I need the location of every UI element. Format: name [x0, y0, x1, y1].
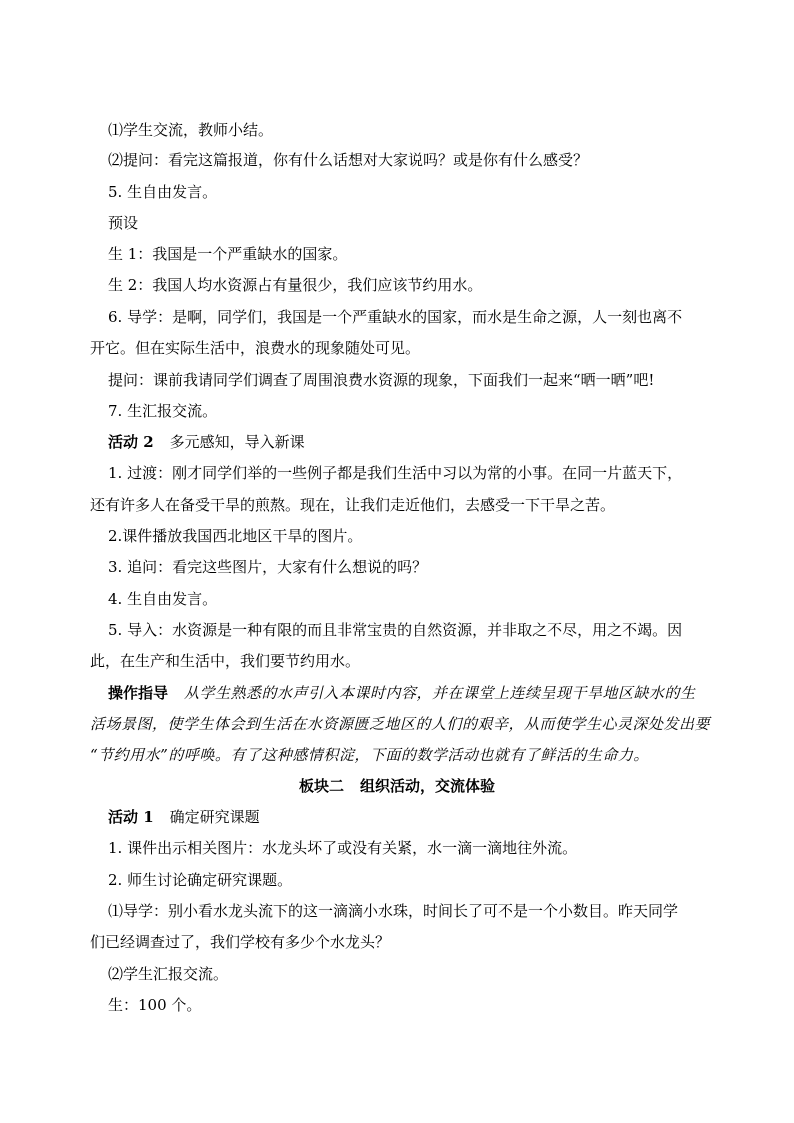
- text-line: 2.课件播放我国西北地区干旱的图片。: [108, 527, 363, 545]
- text-line: ⑵提问：看完这篇报道，你有什么话想对大家说吗？或是你有什么感受？: [108, 151, 589, 169]
- text-line: 5. 导入：水资源是一种有限的而且非常宝贵的自然资源，并非取之不尽，用之不竭。因: [108, 621, 683, 639]
- activity-title: 确定研究课题: [169, 808, 260, 826]
- guidance-line: 活场景图，使学生体会到生活在水资源匮乏地区的人们的艰辛，从而使学生心灵深处发出要: [90, 715, 711, 733]
- text-line: 还有许多人在备受干旱的煎熬。现在，让我们走近他们，去感受一下干旱之苦。: [90, 496, 616, 514]
- text-line: ⑴导学：别小看水龙头流下的这一滴滴小水珠，时间长了可不是一个小数目。昨天同学: [108, 902, 679, 920]
- text-line: 生 2：我国人均水资源占有量很少，我们应该节约用水。: [108, 276, 483, 294]
- activity-label: 活动 1: [108, 808, 154, 826]
- text-line: 5. 生自由发言。: [108, 183, 218, 201]
- text-line: 此，在生产和生活中，我们要节约用水。: [90, 652, 361, 670]
- section-title: 组织活动，交流体验: [360, 777, 496, 795]
- activity-heading: [108, 432, 305, 452]
- text-line: 生：100 个。: [108, 996, 202, 1014]
- activity-heading: [108, 807, 260, 827]
- text-line: 生 1：我国是一个严重缺水的国家。: [108, 245, 348, 263]
- text-line: 提问：课前我请同学们调查了周围浪费水资源的现象，下面我们一起来“晒一晒”吧!: [108, 371, 655, 389]
- text-line: ⑴学生交流，教师小结。: [108, 121, 274, 139]
- guidance-text: 从学生熟悉的水声引入本课时内容，并在课堂上连续呈现干旱地区缺水的生: [184, 684, 696, 702]
- guidance-heading: [108, 683, 696, 703]
- text-line: 们已经调查过了，我们学校有多少个水龙头？: [90, 933, 391, 951]
- guidance-label: 操作指导: [108, 684, 169, 702]
- text-line: 1. 过渡：刚才同学们举的一些例子都是我们生活中习以为常的小事。在同一片蓝天下，: [108, 464, 683, 482]
- section-heading: [0, 776, 794, 796]
- section-label: 板块二: [298, 777, 344, 795]
- guidance-line: “节约用水”的呼唤。有了这种感情积淀，下面的数学活动也就有了鲜活的生命力。: [90, 746, 649, 764]
- text-line: 4. 生自由发言。: [108, 590, 218, 608]
- text-line: 7. 生汇报交流。: [108, 402, 218, 420]
- text-line: 2. 师生讨论确定研究课题。: [108, 871, 293, 889]
- text-line: ⑵学生汇报交流。: [108, 965, 229, 983]
- text-line: 6. 导学：是啊，同学们，我国是一个严重缺水的国家，而水是生命之源，人一刻也离不: [108, 308, 683, 326]
- text-line: 预设: [108, 214, 139, 232]
- text-line: 1. 课件出示相关图片：水龙头坏了或没有关紧，水一滴一滴地往外流。: [108, 839, 578, 857]
- activity-title: 多元感知，导入新课: [169, 433, 305, 451]
- text-line: 开它。但在实际生活中，浪费水的现象随处可见。: [90, 339, 421, 357]
- activity-label: 活动 2: [108, 433, 154, 451]
- text-line: 3. 追问：看完这些图片，大家有什么想说的吗？: [108, 558, 428, 576]
